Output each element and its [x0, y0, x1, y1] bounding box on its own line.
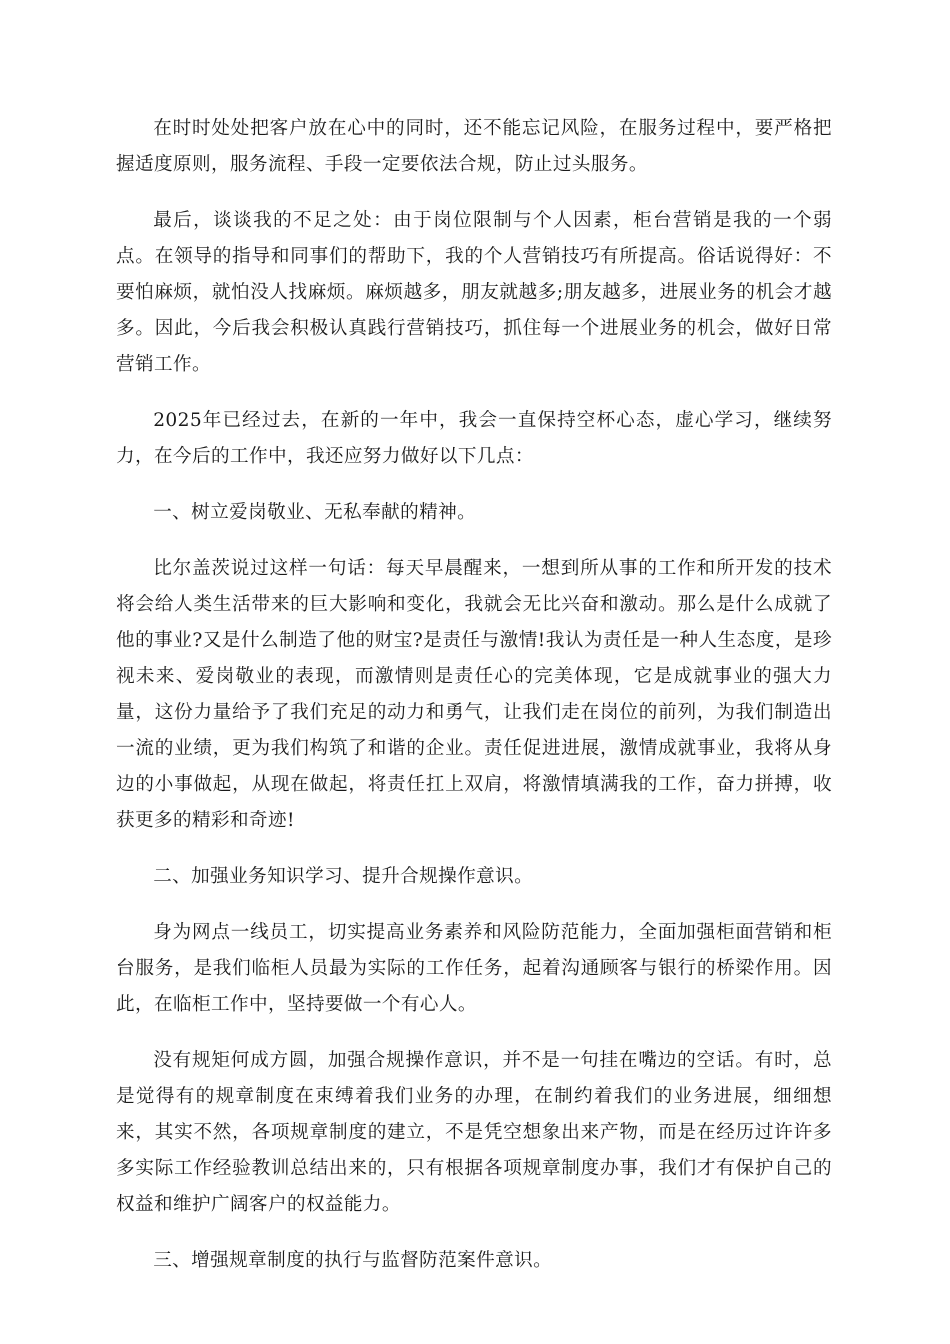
paragraph-frontline-staff: 身为网点一线员工，切实提高业务素养和风险防范能力，全面加强柜面营销和柜台服务，是我们临柜人员最为实际的工作任务，起着沟通顾客与银行的桥梁作用。因此，在临柜工作中，坚持要做一个有心人。: [116, 922, 832, 1015]
paragraph-shortcomings: 最后，谈谈我的不足之处：由于岗位限制与个人因素，柜台营销是我的一个弱点。在领导的指导和同事们的帮助下，我的个人营销技巧有所提高。俗话说得好：不要怕麻烦，就怕没人找麻烦。麻烦越多，朋友就越多;朋友越多，进展业务的机会才越多。因此，今后我会积极认真践行营销技巧，抓住每一个进展业务的机会，做好日常营销工作。: [116, 210, 832, 375]
document-body: [116, 111, 832, 1299]
paragraph-rules-regulations: 没有规矩何成方圆，加强合规操作意识，并不是一句挂在嘴边的空话。有时，总是觉得有的规章制度在束缚着我们业务的办理，在制约着我们的业务进展，细细想来，其实不然，各项规章制度的建立，不是凭空想象出来产物，而是在经历过许许多多实际工作经验教训总结出来的，只有根据各项规章制度办事，我们才有保护自己的权益和维护广阔客户的权益能力。: [116, 1050, 832, 1215]
section-heading-1: 一、树立爱岗敬业、无私奉献的精神。: [153, 502, 477, 523]
section-heading-3: 三、增强规章制度的执行与监督防范案件意识。: [153, 1250, 553, 1271]
paragraph-risk-compliance: 在时时处处把客户放在心中的同时，还不能忘记风险，在服务过程中，要严格把握适度原则，服务流程、手段一定要依法合规，防止过头服务。: [116, 118, 832, 175]
paragraph-responsibility-passion: 比尔盖茨说过这样一句话：每天早晨醒来，一想到所从事的工作和所开发的技术将会给人类生活带来的巨大影响和变化，我就会无比兴奋和激动。那么是什么成就了他的事业?又是什么制造了他的财宝?是责任与激情!我认为责任是一种人生态度，是珍视未来、爱岗敬业的表现，而激情则是责任心的完美体现，它是成就事业的强大力量，这份力量给予了我们充足的动力和勇气，让我们走在岗位的前列，为我们制造出一流的业绩，更为我们构筑了和谐的企业。责任促进进展，激情成就事业，我将从身边的小事做起，从现在做起，将责任扛上双肩，将激情填满我的工作，奋力拼搏，收获更多的精彩和奇迹!: [116, 558, 832, 831]
section-heading-2: 二、加强业务知识学习、提升合规操作意识。: [153, 866, 534, 887]
paragraph-new-year-plan: 2025年已经过去，在新的一年中，我会一直保持空杯心态，虚心学习，继续努力，在今后的工作中，我还应努力做好以下几点：: [116, 410, 832, 467]
